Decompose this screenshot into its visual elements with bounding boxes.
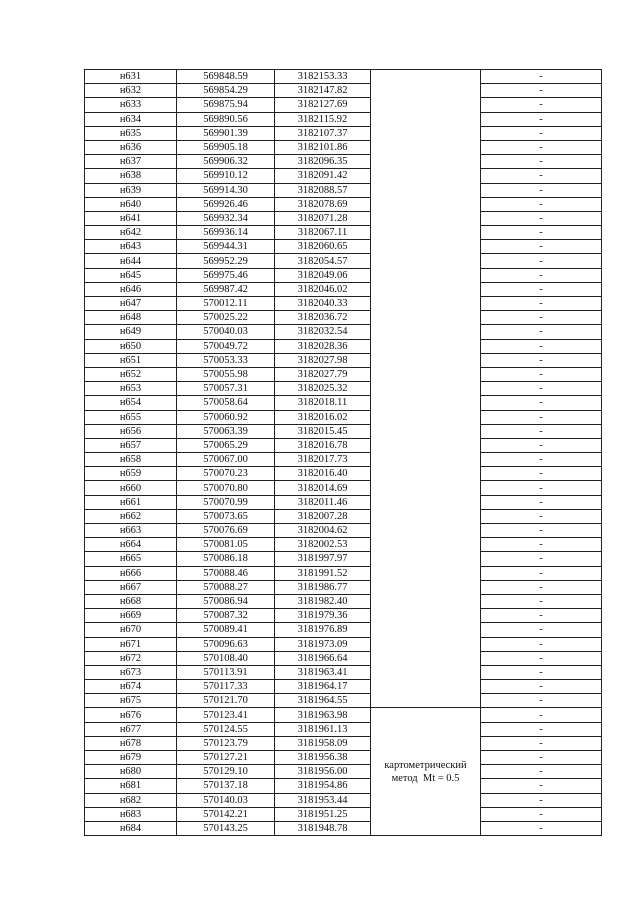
y-coordinate-cell: 3182115.92 — [275, 112, 371, 126]
y-coordinate-cell: 3181966.64 — [275, 651, 371, 665]
x-coordinate-cell: 570087.32 — [177, 609, 275, 623]
point-id-cell: н673 — [85, 665, 177, 679]
mark-cell: - — [481, 708, 602, 722]
table-row — [85, 297, 602, 311]
point-id-cell: н680 — [85, 765, 177, 779]
method-label-line2: метод Mt = 0.5 — [391, 772, 460, 784]
y-coordinate-cell: 3182016.02 — [275, 410, 371, 424]
y-coordinate-cell: 3181973.09 — [275, 637, 371, 651]
point-id-cell: н637 — [85, 155, 177, 169]
x-coordinate-cell: 570012.11 — [177, 297, 275, 311]
x-coordinate-cell: 569848.59 — [177, 70, 275, 84]
mark-cell: - — [481, 524, 602, 538]
y-coordinate-cell: 3182028.36 — [275, 339, 371, 353]
point-id-cell: н668 — [85, 594, 177, 608]
x-coordinate-cell: 570049.72 — [177, 339, 275, 353]
mark-cell: - — [481, 637, 602, 651]
y-coordinate-cell: 3181964.55 — [275, 694, 371, 708]
table-row — [85, 240, 602, 254]
table-row — [85, 438, 602, 452]
mark-cell: - — [481, 70, 602, 84]
y-coordinate-cell: 3182046.02 — [275, 282, 371, 296]
y-coordinate-cell: 3182078.69 — [275, 197, 371, 211]
mark-cell: - — [481, 467, 602, 481]
mark-cell: - — [481, 438, 602, 452]
y-coordinate-cell: 3181956.00 — [275, 765, 371, 779]
y-coordinate-cell: 3182071.28 — [275, 211, 371, 225]
y-coordinate-cell: 3182016.78 — [275, 438, 371, 452]
y-coordinate-cell: 3182107.37 — [275, 126, 371, 140]
mark-cell: - — [481, 665, 602, 679]
point-id-cell: н683 — [85, 807, 177, 821]
mark-cell: - — [481, 112, 602, 126]
x-coordinate-cell: 569905.18 — [177, 140, 275, 154]
y-coordinate-cell: 3182027.98 — [275, 353, 371, 367]
y-coordinate-cell: 3181958.09 — [275, 736, 371, 750]
point-id-cell: н641 — [85, 211, 177, 225]
x-coordinate-cell: 570057.31 — [177, 382, 275, 396]
y-coordinate-cell: 3182096.35 — [275, 155, 371, 169]
point-id-cell: н634 — [85, 112, 177, 126]
x-coordinate-cell: 569854.29 — [177, 84, 275, 98]
method-cell-empty — [371, 70, 481, 708]
table-row — [85, 694, 602, 708]
point-id-cell: н640 — [85, 197, 177, 211]
y-coordinate-cell: 3182032.54 — [275, 325, 371, 339]
mark-cell: - — [481, 382, 602, 396]
y-coordinate-cell: 3182027.79 — [275, 367, 371, 381]
y-coordinate-cell: 3181956.38 — [275, 751, 371, 765]
point-id-cell: н682 — [85, 793, 177, 807]
y-coordinate-cell: 3182004.62 — [275, 524, 371, 538]
x-coordinate-cell: 570129.10 — [177, 765, 275, 779]
mark-cell: - — [481, 367, 602, 381]
mark-cell: - — [481, 481, 602, 495]
table-row — [85, 708, 602, 722]
x-coordinate-cell: 570127.21 — [177, 751, 275, 765]
x-coordinate-cell: 570088.46 — [177, 566, 275, 580]
table-row — [85, 807, 602, 821]
x-coordinate-cell: 569975.46 — [177, 268, 275, 282]
mark-cell: - — [481, 424, 602, 438]
point-id-cell: н666 — [85, 566, 177, 580]
table-row — [85, 736, 602, 750]
x-coordinate-cell: 570142.21 — [177, 807, 275, 821]
point-id-cell: н654 — [85, 396, 177, 410]
table-row — [85, 467, 602, 481]
y-coordinate-cell: 3182153.33 — [275, 70, 371, 84]
table-row — [85, 665, 602, 679]
point-id-cell: н672 — [85, 651, 177, 665]
x-coordinate-cell: 570067.00 — [177, 453, 275, 467]
table-row — [85, 424, 602, 438]
point-id-cell: н646 — [85, 282, 177, 296]
table-row — [85, 509, 602, 523]
table-row — [85, 169, 602, 183]
y-coordinate-cell: 3182007.28 — [275, 509, 371, 523]
mark-cell: - — [481, 268, 602, 282]
table-row — [85, 98, 602, 112]
y-coordinate-cell: 3182049.06 — [275, 268, 371, 282]
y-coordinate-cell: 3182127.69 — [275, 98, 371, 112]
y-coordinate-cell: 3182060.65 — [275, 240, 371, 254]
point-id-cell: н632 — [85, 84, 177, 98]
x-coordinate-cell: 570124.55 — [177, 722, 275, 736]
x-coordinate-cell: 570143.25 — [177, 821, 275, 835]
y-coordinate-cell: 3182015.45 — [275, 424, 371, 438]
x-coordinate-cell: 570060.92 — [177, 410, 275, 424]
table-row — [85, 311, 602, 325]
table-row — [85, 339, 602, 353]
x-coordinate-cell: 570117.33 — [177, 680, 275, 694]
mark-cell: - — [481, 821, 602, 835]
table-row — [85, 680, 602, 694]
x-coordinate-cell: 569914.30 — [177, 183, 275, 197]
point-id-cell: н650 — [85, 339, 177, 353]
table-row — [85, 821, 602, 835]
x-coordinate-cell: 570063.39 — [177, 424, 275, 438]
mark-cell: - — [481, 765, 602, 779]
point-id-cell: н670 — [85, 623, 177, 637]
point-id-cell: н645 — [85, 268, 177, 282]
point-id-cell: н655 — [85, 410, 177, 424]
table-row — [85, 623, 602, 637]
y-coordinate-cell: 3181963.41 — [275, 665, 371, 679]
y-coordinate-cell: 3181986.77 — [275, 580, 371, 594]
mark-cell: - — [481, 226, 602, 240]
point-id-cell: н676 — [85, 708, 177, 722]
table-row — [85, 495, 602, 509]
table-row — [85, 779, 602, 793]
point-id-cell: н635 — [85, 126, 177, 140]
point-id-cell: н657 — [85, 438, 177, 452]
x-coordinate-cell: 570140.03 — [177, 793, 275, 807]
x-coordinate-cell: 570113.91 — [177, 665, 275, 679]
x-coordinate-cell: 570081.05 — [177, 538, 275, 552]
x-coordinate-cell: 569926.46 — [177, 197, 275, 211]
point-id-cell: н647 — [85, 297, 177, 311]
point-id-cell: н681 — [85, 779, 177, 793]
x-coordinate-cell: 569901.39 — [177, 126, 275, 140]
y-coordinate-cell: 3182101.86 — [275, 140, 371, 154]
table-row — [85, 651, 602, 665]
point-id-cell: н636 — [85, 140, 177, 154]
y-coordinate-cell: 3182147.82 — [275, 84, 371, 98]
x-coordinate-cell: 569910.12 — [177, 169, 275, 183]
table-row — [85, 410, 602, 424]
point-id-cell: н639 — [85, 183, 177, 197]
mark-cell: - — [481, 793, 602, 807]
point-id-cell: н671 — [85, 637, 177, 651]
x-coordinate-cell: 570070.23 — [177, 467, 275, 481]
point-id-cell: н631 — [85, 70, 177, 84]
mark-cell: - — [481, 680, 602, 694]
y-coordinate-cell: 3182054.57 — [275, 254, 371, 268]
y-coordinate-cell: 3181963.98 — [275, 708, 371, 722]
y-coordinate-cell: 3182014.69 — [275, 481, 371, 495]
table-row — [85, 325, 602, 339]
point-id-cell: н674 — [85, 680, 177, 694]
table-row — [85, 637, 602, 651]
table-row — [85, 155, 602, 169]
point-id-cell: н649 — [85, 325, 177, 339]
x-coordinate-cell: 570053.33 — [177, 353, 275, 367]
mark-cell: - — [481, 311, 602, 325]
mark-cell: - — [481, 623, 602, 637]
x-coordinate-cell: 570025.22 — [177, 311, 275, 325]
x-coordinate-cell: 570121.70 — [177, 694, 275, 708]
x-coordinate-cell: 570086.18 — [177, 552, 275, 566]
y-coordinate-cell: 3181982.40 — [275, 594, 371, 608]
table-row — [85, 282, 602, 296]
mark-cell: - — [481, 254, 602, 268]
mark-cell: - — [481, 211, 602, 225]
mark-cell: - — [481, 353, 602, 367]
mark-cell: - — [481, 453, 602, 467]
x-coordinate-cell: 569944.31 — [177, 240, 275, 254]
x-coordinate-cell: 569875.94 — [177, 98, 275, 112]
point-id-cell: н660 — [85, 481, 177, 495]
x-coordinate-cell: 570108.40 — [177, 651, 275, 665]
y-coordinate-cell: 3182040.33 — [275, 297, 371, 311]
y-coordinate-cell: 3182011.46 — [275, 495, 371, 509]
mark-cell: - — [481, 552, 602, 566]
y-coordinate-cell: 3182088.57 — [275, 183, 371, 197]
table-row — [85, 566, 602, 580]
y-coordinate-cell: 3181979.36 — [275, 609, 371, 623]
y-coordinate-cell: 3181961.13 — [275, 722, 371, 736]
x-coordinate-cell: 570088.27 — [177, 580, 275, 594]
mark-cell: - — [481, 126, 602, 140]
point-id-cell: н644 — [85, 254, 177, 268]
x-coordinate-cell: 570073.65 — [177, 509, 275, 523]
point-id-cell: н677 — [85, 722, 177, 736]
table-row — [85, 481, 602, 495]
point-id-cell: н656 — [85, 424, 177, 438]
point-id-cell: н653 — [85, 382, 177, 396]
table-row — [85, 580, 602, 594]
y-coordinate-cell: 3181976.89 — [275, 623, 371, 637]
point-id-cell: н648 — [85, 311, 177, 325]
table-row — [85, 254, 602, 268]
coordinates-table — [84, 69, 602, 836]
y-coordinate-cell: 3182025.32 — [275, 382, 371, 396]
point-id-cell: н638 — [85, 169, 177, 183]
table-row — [85, 197, 602, 211]
point-id-cell: н659 — [85, 467, 177, 481]
table-row — [85, 765, 602, 779]
point-id-cell: н684 — [85, 821, 177, 835]
table-row — [85, 353, 602, 367]
x-coordinate-cell: 570076.69 — [177, 524, 275, 538]
table-row — [85, 609, 602, 623]
mark-cell: - — [481, 155, 602, 169]
x-coordinate-cell: 570096.63 — [177, 637, 275, 651]
mark-cell: - — [481, 779, 602, 793]
mark-cell: - — [481, 410, 602, 424]
y-coordinate-cell: 3182018.11 — [275, 396, 371, 410]
x-coordinate-cell: 569987.42 — [177, 282, 275, 296]
x-coordinate-cell: 570086.94 — [177, 594, 275, 608]
mark-cell: - — [481, 325, 602, 339]
mark-cell: - — [481, 566, 602, 580]
point-id-cell: н667 — [85, 580, 177, 594]
x-coordinate-cell: 570040.03 — [177, 325, 275, 339]
table-row — [85, 268, 602, 282]
y-coordinate-cell: 3182016.40 — [275, 467, 371, 481]
x-coordinate-cell: 570055.98 — [177, 367, 275, 381]
mark-cell: - — [481, 722, 602, 736]
point-id-cell: н663 — [85, 524, 177, 538]
mark-cell: - — [481, 183, 602, 197]
table-row — [85, 367, 602, 381]
x-coordinate-cell: 570123.41 — [177, 708, 275, 722]
mark-cell: - — [481, 282, 602, 296]
mark-cell: - — [481, 297, 602, 311]
y-coordinate-cell: 3181948.78 — [275, 821, 371, 835]
point-id-cell: н662 — [85, 509, 177, 523]
table-row — [85, 382, 602, 396]
y-coordinate-cell: 3181964.17 — [275, 680, 371, 694]
table-row — [85, 524, 602, 538]
table-row — [85, 538, 602, 552]
x-coordinate-cell: 570070.99 — [177, 495, 275, 509]
y-coordinate-cell: 3181954.86 — [275, 779, 371, 793]
table-row — [85, 793, 602, 807]
method-cell — [371, 708, 481, 836]
point-id-cell: н658 — [85, 453, 177, 467]
mark-cell: - — [481, 594, 602, 608]
coordinates-table-body — [85, 70, 602, 836]
table-row — [85, 594, 602, 608]
mark-cell: - — [481, 651, 602, 665]
point-id-cell: н669 — [85, 609, 177, 623]
point-id-cell: н664 — [85, 538, 177, 552]
mark-cell: - — [481, 751, 602, 765]
mark-cell: - — [481, 509, 602, 523]
table-row — [85, 112, 602, 126]
mark-cell: - — [481, 495, 602, 509]
mark-cell: - — [481, 396, 602, 410]
mark-cell: - — [481, 339, 602, 353]
x-coordinate-cell: 570058.64 — [177, 396, 275, 410]
y-coordinate-cell: 3182067.11 — [275, 226, 371, 240]
mark-cell: - — [481, 98, 602, 112]
mark-cell: - — [481, 84, 602, 98]
x-coordinate-cell: 570070.80 — [177, 481, 275, 495]
table-row — [85, 453, 602, 467]
table-row — [85, 183, 602, 197]
mark-cell: - — [481, 197, 602, 211]
mark-cell: - — [481, 169, 602, 183]
x-coordinate-cell: 569932.34 — [177, 211, 275, 225]
point-id-cell: н665 — [85, 552, 177, 566]
table-row — [85, 84, 602, 98]
mark-cell: - — [481, 140, 602, 154]
table-row — [85, 126, 602, 140]
mark-cell: - — [481, 580, 602, 594]
y-coordinate-cell: 3182017.73 — [275, 453, 371, 467]
point-id-cell: н651 — [85, 353, 177, 367]
x-coordinate-cell: 569890.56 — [177, 112, 275, 126]
y-coordinate-cell: 3181997.97 — [275, 552, 371, 566]
point-id-cell: н661 — [85, 495, 177, 509]
mark-cell: - — [481, 240, 602, 254]
table-row — [85, 70, 602, 84]
x-coordinate-cell: 570123.79 — [177, 736, 275, 750]
mark-cell: - — [481, 736, 602, 750]
mark-cell: - — [481, 807, 602, 821]
mark-cell: - — [481, 538, 602, 552]
table-row — [85, 722, 602, 736]
point-id-cell: н633 — [85, 98, 177, 112]
table-row — [85, 140, 602, 154]
y-coordinate-cell: 3182091.42 — [275, 169, 371, 183]
table-row — [85, 751, 602, 765]
point-id-cell: н675 — [85, 694, 177, 708]
x-coordinate-cell: 569952.29 — [177, 254, 275, 268]
y-coordinate-cell: 3181951.25 — [275, 807, 371, 821]
point-id-cell: н642 — [85, 226, 177, 240]
table-row — [85, 396, 602, 410]
x-coordinate-cell: 570137.18 — [177, 779, 275, 793]
point-id-cell: н652 — [85, 367, 177, 381]
y-coordinate-cell: 3181953.44 — [275, 793, 371, 807]
method-label-line1: картометрический — [384, 759, 467, 771]
x-coordinate-cell: 569906.32 — [177, 155, 275, 169]
y-coordinate-cell: 3181991.52 — [275, 566, 371, 580]
x-coordinate-cell: 570089.41 — [177, 623, 275, 637]
table-row — [85, 211, 602, 225]
table-row — [85, 552, 602, 566]
y-coordinate-cell: 3182036.72 — [275, 311, 371, 325]
y-coordinate-cell: 3182002.53 — [275, 538, 371, 552]
mark-cell: - — [481, 609, 602, 623]
table-row — [85, 226, 602, 240]
point-id-cell: н679 — [85, 751, 177, 765]
point-id-cell: н643 — [85, 240, 177, 254]
x-coordinate-cell: 570065.29 — [177, 438, 275, 452]
x-coordinate-cell: 569936.14 — [177, 226, 275, 240]
mark-cell: - — [481, 694, 602, 708]
point-id-cell: н678 — [85, 736, 177, 750]
